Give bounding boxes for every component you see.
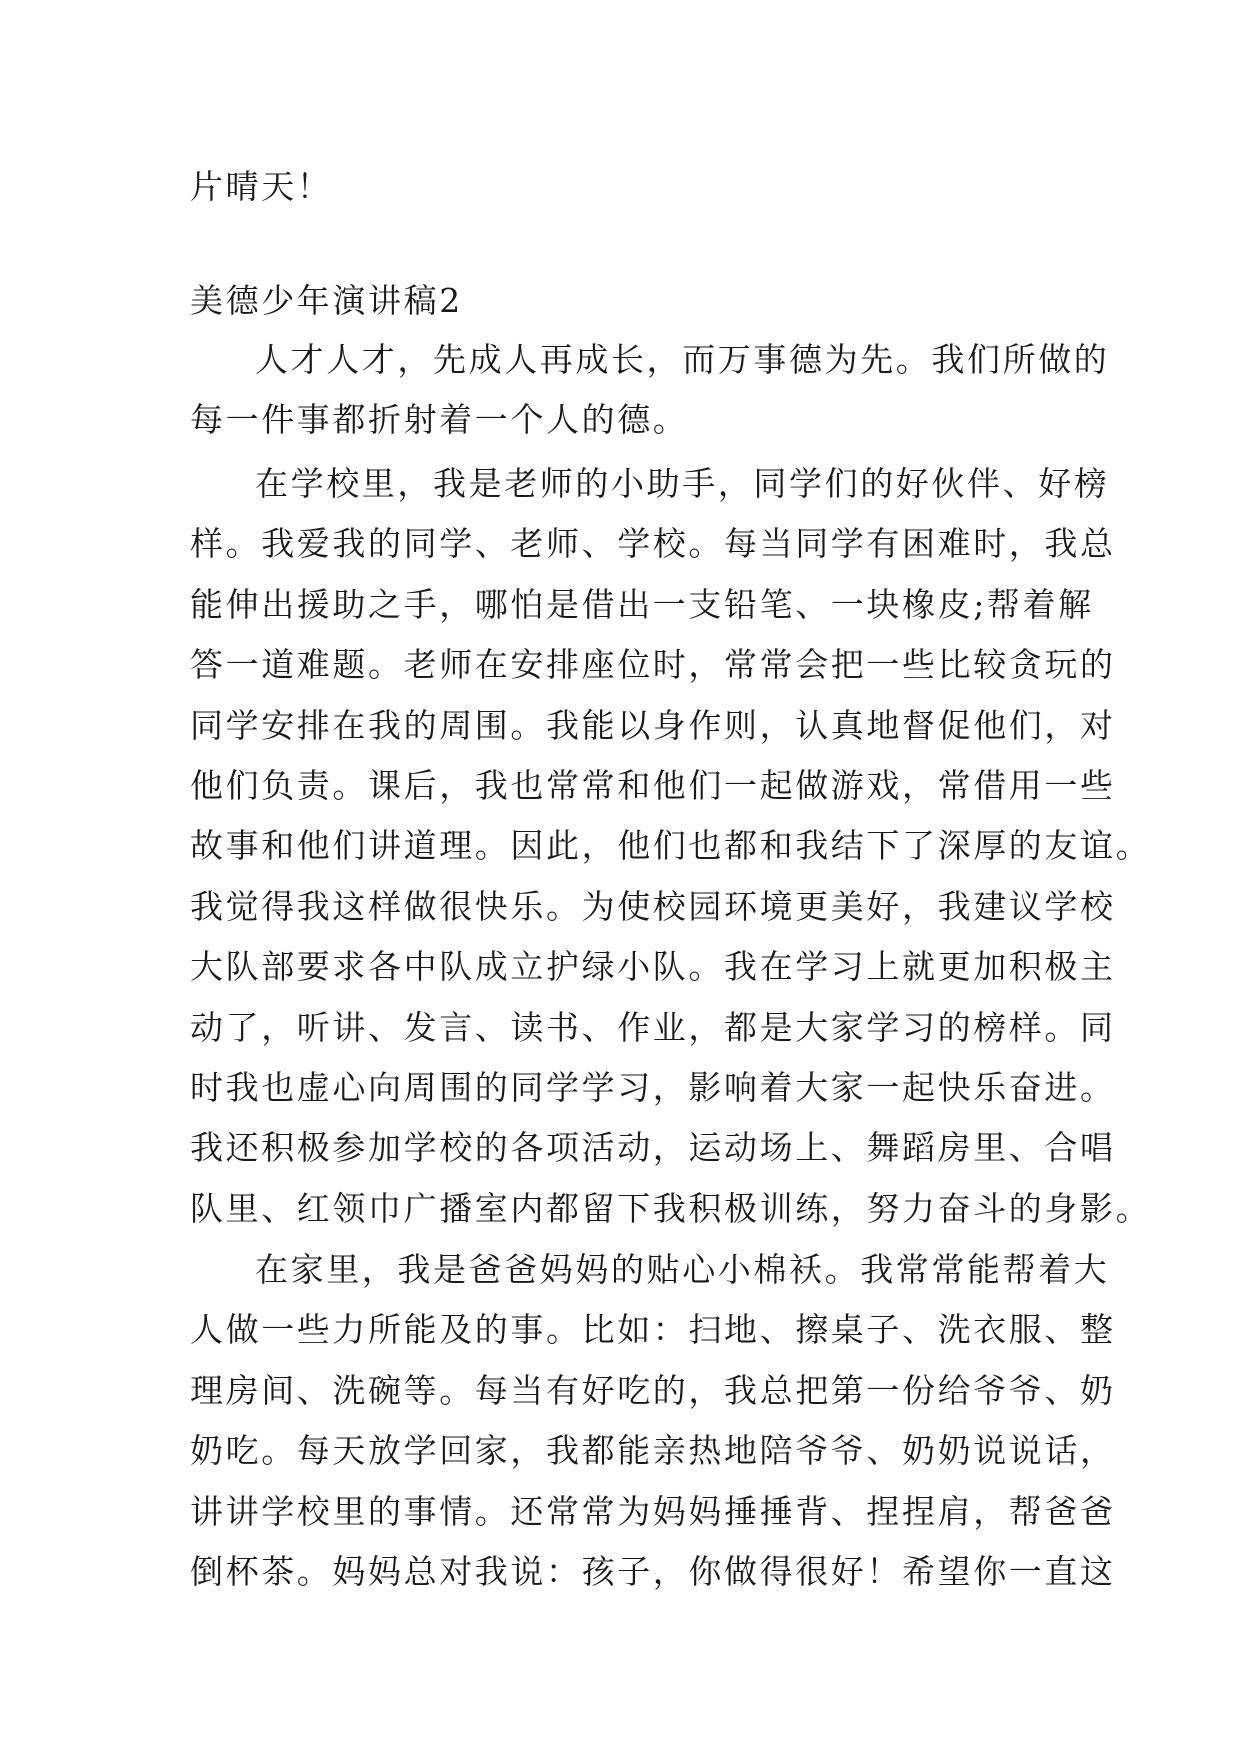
text-line: 样。我爱我的同学、老师、学校。每当同学有困难时，我总 — [190, 524, 1116, 564]
text-line: 人才人才，先成人再成长，而万事德为先。我们所做的 — [255, 340, 1110, 379]
text-line: 每一件事都折射着一个人的德。 — [190, 400, 689, 440]
text-line: 时我也虚心向周围的同学学习，影响着大家一起快乐奋进。 — [190, 1068, 1116, 1107]
text-line: 在家里，我是爸爸妈妈的贴心小棉袄。我常常能帮着大 — [255, 1250, 1110, 1289]
text-line: 大队部要求各中队成立护绿小队。我在学习上就更加积极主 — [190, 947, 1116, 987]
text-line: 片晴天！ — [190, 167, 333, 206]
text-line: 我觉得我这样做很快乐。为使校园环境更美好，我建议学校 — [190, 886, 1116, 926]
text-line: 我还积极参加学校的各项活动，运动场上、舞蹈房里、合唱 — [190, 1128, 1116, 1168]
text-line: 讲讲学校里的事情。还常常为妈妈捶捶背、捏捏肩，帮爸爸 — [190, 1491, 1116, 1531]
text-line: 倒杯茶。妈妈总对我说：孩子，你做得很好！希望你一直这 — [190, 1552, 1116, 1591]
text-line: 答一道难题。老师在安排座位时，常常会把一些比较贪玩的 — [190, 645, 1116, 685]
text-line: 理房间、洗碗等。每当有好吃的，我总把第一份给爷爷、奶 — [190, 1370, 1116, 1410]
text-line: 能伸出援助之手，哪怕是借出一支铅笔、一块橡皮;帮着解 — [190, 584, 1094, 624]
document-title: 美德少年演讲稿2 — [190, 281, 463, 320]
text-line: 人做一些力所能及的事。比如：扫地、擦桌子、洗衣服、整 — [190, 1310, 1116, 1350]
text-line: 队里、红领巾广播室内都留下我积极训练，努力奋斗的身影。 — [190, 1188, 1152, 1228]
text-line: 动了，听讲、发言、读书、作业，都是大家学习的榜样。同 — [190, 1007, 1116, 1047]
text-line: 奶吃。每天放学回家，我都能亲热地陪爷爷、奶奶说说话， — [190, 1431, 1116, 1471]
text-line: 故事和他们讲道理。因此，他们也都和我结下了深厚的友谊。 — [190, 826, 1152, 866]
text-line: 他们负责。课后，我也常常和他们一起做游戏，常借用一些 — [190, 766, 1116, 805]
text-line: 在学校里，我是老师的小助手，同学们的好伙伴、好榜 — [255, 464, 1110, 503]
text-line: 同学安排在我的周围。我能以身作则，认真地督促他们，对 — [190, 705, 1116, 745]
